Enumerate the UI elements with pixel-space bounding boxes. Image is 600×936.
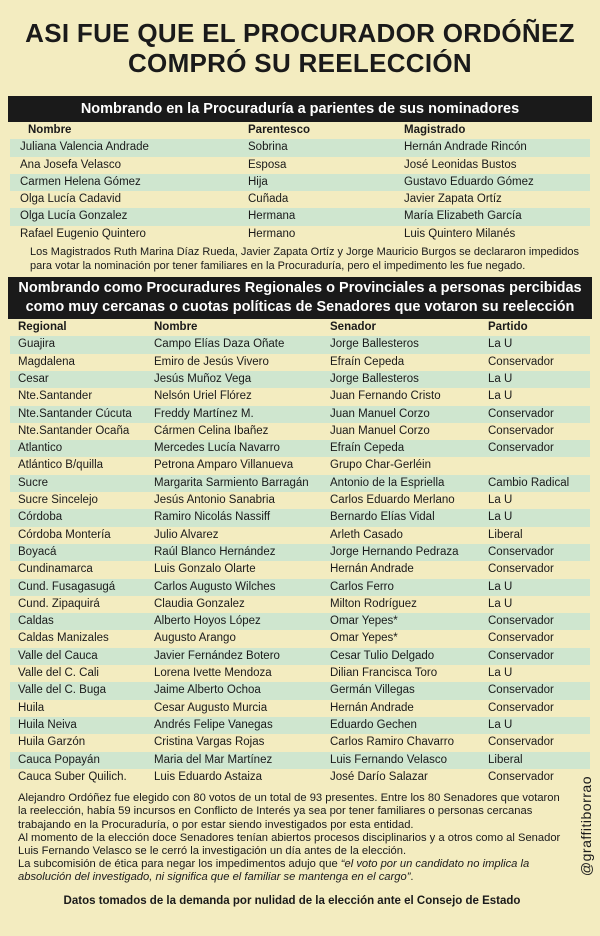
procurators-table-row bbox=[10, 579, 590, 596]
relatives-table-cell: Carmen Helena Gómez bbox=[20, 175, 141, 188]
relatives-table-header-row bbox=[10, 122, 590, 139]
footer-paragraph-3 bbox=[18, 858, 566, 884]
relatives-table-cell: Juliana Valencia Andrade bbox=[20, 141, 149, 154]
procurators-table-cell: Atlantico bbox=[18, 442, 63, 455]
procurators-table-cell: Cauca Popayán bbox=[18, 753, 100, 766]
procurators-table-cell: José Darío Salazar bbox=[330, 770, 428, 783]
procurators-table-cell: Liberal bbox=[488, 753, 523, 766]
procurators-table-cell: Julio Alvarez bbox=[154, 528, 219, 541]
procurators-table-header-row bbox=[10, 319, 590, 336]
procurators-table-cell: La U bbox=[488, 372, 513, 385]
procurators-table-cell: Petrona Amparo Villanueva bbox=[154, 459, 294, 472]
procurators-table-cell: Guajira bbox=[18, 338, 56, 351]
procurators-table-cell: Carlos Eduardo Merlano bbox=[330, 494, 455, 507]
procurators-table-row bbox=[10, 613, 590, 630]
impediment-note: Los Magistrados Ruth Marina Díaz Rueda, Javier Zapata Ortíz y Jorge Mauricio Burgos se declararon impedidos para votar la nominación por tener familiares en la Procuraduría, pero el impedimento les fue negado. bbox=[30, 246, 580, 273]
procurators-table-cell: Valle del C. Cali bbox=[18, 667, 99, 680]
relatives-table-row bbox=[10, 226, 590, 243]
relatives-table-cell: Olga Lucía Cadavid bbox=[20, 193, 122, 206]
procurators-table-row bbox=[10, 561, 590, 578]
procurators-table-cell: Grupo Char-Gerléin bbox=[330, 459, 431, 472]
procurators-table-row bbox=[10, 423, 590, 440]
procurators-table-cell: Caldas Manizales bbox=[18, 632, 109, 645]
procurators-table-row bbox=[10, 354, 590, 371]
source-note: Datos tomados de la demanda por nulidad de la elección ante el Consejo de Estado bbox=[63, 894, 521, 907]
procurators-table-cell: Conservador bbox=[488, 407, 554, 420]
procurators-table-cell: Cund. Fusagasugá bbox=[18, 580, 116, 593]
procurators-table-header-cell: Regional bbox=[18, 321, 67, 334]
procurators-table-cell: Valle del Cauca bbox=[18, 649, 98, 662]
procurators-table-cell: Nte.Santander Ocaña bbox=[18, 424, 130, 437]
procurators-table-cell: Mercedes Lucía Navarro bbox=[154, 442, 280, 455]
procurators-table-row bbox=[10, 700, 590, 717]
procurators-table-cell: Conservador bbox=[488, 736, 554, 749]
relatives-table-row bbox=[10, 208, 590, 225]
footer-text bbox=[18, 792, 566, 908]
relatives-table-cell: María Elizabeth García bbox=[404, 210, 522, 223]
relatives-table-cell: Hermano bbox=[248, 227, 296, 240]
procurators-table-cell: Liberal bbox=[488, 528, 523, 541]
procurators-table-cell: Luis Fernando Velasco bbox=[330, 753, 447, 766]
relatives-table-cell: Olga Lucía Gonzalez bbox=[20, 210, 128, 223]
procurators-table-cell: Raúl Blanco Hernández bbox=[154, 545, 276, 558]
procurators-table-cell: Jorge Ballesteros bbox=[330, 338, 419, 351]
procurators-table-row bbox=[10, 336, 590, 353]
procurators-table-cell: Margarita Sarmiento Barragán bbox=[154, 476, 309, 489]
procurators-table-cell: Huila Neiva bbox=[18, 718, 77, 731]
footer-paragraph-1: Alejandro Ordóñez fue elegido con 80 votos de un total de 93 presentes. Entre los 80 Senadores que votaron la reelección, había 59 incursos en Conflicto de Interés ya sea por tener familiares o personas cercanas trabajando en la Procuraduría, o por estar siendo investigados por esta entidad. bbox=[18, 792, 560, 831]
procurators-table-cell: Conservador bbox=[488, 770, 554, 783]
procurators-table-cell: Juan Manuel Corzo bbox=[330, 424, 430, 437]
footer-quote: “el voto por un candidato no implica la absolución del investigado, ni significa que el familiar se mantenga en el cargo” bbox=[18, 858, 530, 884]
procurators-table-row bbox=[10, 492, 590, 509]
procurators-table-cell: Antonio de la Espriella bbox=[330, 476, 445, 489]
relatives-table-cell: Rafael Eugenio Quintero bbox=[20, 227, 146, 240]
relatives-table-row bbox=[10, 157, 590, 174]
procurators-table-row bbox=[10, 371, 590, 388]
relatives-table-cell: Luis Quintero Milanés bbox=[404, 227, 516, 240]
procurators-table-cell: Hernán Andrade bbox=[330, 563, 414, 576]
procurators-table-cell: Omar Yepes* bbox=[330, 615, 398, 628]
footer-p3-start: La subcomisión de ética para negar los impedimentos adujo que bbox=[18, 858, 341, 871]
title-line-1: ASI FUE QUE EL PROCURADOR ORDÓÑEZ bbox=[25, 18, 575, 48]
procurators-table-cell: Bernardo Elías Vidal bbox=[330, 511, 435, 524]
procurators-table-cell: Freddy Martínez M. bbox=[154, 407, 254, 420]
page-title bbox=[0, 0, 600, 96]
procurators-table-cell: Carlos Augusto Wilches bbox=[154, 580, 276, 593]
procurators-table-cell: Cundinamarca bbox=[18, 563, 93, 576]
procurators-table-cell: Emiro de Jesús Vivero bbox=[154, 355, 269, 368]
procurators-table-cell: Luis Gonzalo Olarte bbox=[154, 563, 256, 576]
procurators-table-cell: Atlántico B/quilla bbox=[18, 459, 104, 472]
procurators-table-row bbox=[10, 475, 590, 492]
procurators-table-cell: Jesús Antonio Sanabria bbox=[154, 494, 275, 507]
relatives-table-cell: Javier Zapata Ortíz bbox=[404, 193, 502, 206]
relatives-table-cell: Hija bbox=[248, 175, 268, 188]
relatives-table-row bbox=[10, 191, 590, 208]
procurators-table-cell: La U bbox=[488, 511, 513, 524]
procurators-table-cell: Cristina Vargas Rojas bbox=[154, 736, 265, 749]
relatives-table bbox=[10, 122, 590, 243]
procurators-table-header-cell: Nombre bbox=[154, 321, 198, 334]
section2-heading-line-2: como muy cercanas o cuotas políticas de Senadores que votaron su reelección bbox=[25, 299, 575, 316]
procurators-table-cell: Caldas bbox=[18, 615, 54, 628]
relatives-table-header-cell: Parentesco bbox=[248, 124, 311, 136]
procurators-table-cell: Claudia Gonzalez bbox=[154, 597, 245, 610]
procurators-table-cell: Nte.Santander Cúcuta bbox=[18, 407, 132, 420]
procurators-table-cell: Juan Fernando Cristo bbox=[330, 390, 441, 403]
relatives-table-cell: Cuñada bbox=[248, 193, 289, 206]
procurators-table-cell: Jesús Muñoz Vega bbox=[154, 372, 252, 385]
procurators-table-cell: Cauca Suber Quilich. bbox=[18, 770, 127, 783]
procurators-table-row bbox=[10, 406, 590, 423]
procurators-table-cell: Eduardo Gechen bbox=[330, 718, 417, 731]
procurators-table-cell: Efraín Cepeda bbox=[330, 355, 405, 368]
procurators-table-cell: Conservador bbox=[488, 701, 554, 714]
procurators-table-row bbox=[10, 509, 590, 526]
procurators-table-cell: Conservador bbox=[488, 563, 554, 576]
procurators-table-row bbox=[10, 769, 590, 786]
footer-p3-end: . bbox=[410, 871, 414, 884]
relatives-table-cell: Gustavo Eduardo Gómez bbox=[404, 175, 534, 188]
relatives-table-cell: Sobrina bbox=[248, 141, 288, 154]
procurators-table-cell: Nelsón Uriel Flórez bbox=[154, 390, 252, 403]
procurators-table-header-cell: Senador bbox=[330, 321, 377, 334]
procurators-table-row bbox=[10, 682, 590, 699]
relatives-table-cell: Hermana bbox=[248, 210, 296, 223]
relatives-table-cell: Esposa bbox=[248, 158, 287, 171]
procurators-table-cell: Arleth Casado bbox=[330, 528, 403, 541]
section2-heading-line-1: Nombrando como Procuradures Regionales o Provinciales a personas percibidas bbox=[18, 280, 582, 297]
procurators-table-cell: Hernán Andrade bbox=[330, 701, 414, 714]
procurators-table-row bbox=[10, 734, 590, 751]
procurators-table-cell: Conservador bbox=[488, 649, 554, 662]
procurators-table-cell: La U bbox=[488, 667, 513, 680]
procurators-table-cell bbox=[488, 457, 590, 474]
procurators-table-cell: Milton Rodríguez bbox=[330, 597, 417, 610]
procurators-table-row bbox=[10, 630, 590, 647]
procurators-table-cell: Ramiro Nicolás Nassiff bbox=[154, 511, 271, 524]
author-handle: @graffitiborrao bbox=[578, 775, 594, 876]
procurators-table-cell: Jorge Ballesteros bbox=[330, 372, 419, 385]
title-line-2: COMPRÓ SU REELECCIÓN bbox=[127, 48, 473, 78]
procurators-table-cell: Nte.Santander bbox=[18, 390, 93, 403]
procurators-table-cell: Javier Fernández Botero bbox=[154, 649, 280, 662]
procurators-table-cell: Conservador bbox=[488, 615, 554, 628]
procurators-table-row bbox=[10, 527, 590, 544]
procurators-table-cell: Cesar Augusto Murcia bbox=[154, 701, 268, 714]
procurators-table-cell: Huila Garzón bbox=[18, 736, 86, 749]
procurators-table-cell: Dilian Francisca Toro bbox=[330, 667, 438, 680]
procurators-table-cell: La U bbox=[488, 494, 513, 507]
procurators-table-row bbox=[10, 544, 590, 561]
procurators-table-row bbox=[10, 665, 590, 682]
procurators-table-cell: Cambio Radical bbox=[488, 476, 570, 489]
procurators-table-cell: Huila bbox=[18, 701, 45, 714]
procurators-table-cell: Sucre bbox=[18, 476, 49, 489]
procurators-table-cell: Andrés Felipe Vanegas bbox=[154, 718, 273, 731]
procurators-table-cell: Córdoba Montería bbox=[18, 528, 111, 541]
procurators-table-cell: Juan Manuel Corzo bbox=[330, 407, 430, 420]
procurators-table-cell: Carlos Ramiro Chavarro bbox=[330, 736, 454, 749]
procurators-table-cell: Conservador bbox=[488, 632, 554, 645]
procurators-table-row bbox=[10, 648, 590, 665]
procurators-table-header-cell: Partido bbox=[488, 321, 528, 334]
procurators-table-cell: Córdoba bbox=[18, 511, 63, 524]
procurators-table-cell: Campo Elías Daza Oñate bbox=[154, 338, 285, 351]
procurators-table-cell: Augusto Arango bbox=[154, 632, 236, 645]
procurators-table-cell: Efraín Cepeda bbox=[330, 442, 405, 455]
procurators-table-cell: La U bbox=[488, 338, 513, 351]
procurators-table-cell: Cármen Celina Ibañez bbox=[154, 424, 269, 437]
procurators-table-cell: La U bbox=[488, 718, 513, 731]
procurators-table-cell: Sucre Sincelejo bbox=[18, 494, 98, 507]
procurators-table-cell: Luis Eduardo Astaiza bbox=[154, 770, 263, 783]
footer-paragraph-2: Al momento de la elección doce Senadores tenían abiertos procesos disciplinarios y a otros como al Senador Luis Fernando Velasco se le cerró la investigación un día antes de la elección. bbox=[18, 831, 561, 857]
relatives-table-row bbox=[10, 174, 590, 191]
procurators-table-cell: Conservador bbox=[488, 424, 554, 437]
procurators-table-cell: Carlos Ferro bbox=[330, 580, 394, 593]
procurators-table-cell: Germán Villegas bbox=[330, 684, 415, 697]
procurators-table-cell: Omar Yepes* bbox=[330, 632, 398, 645]
procurators-table-cell: La U bbox=[488, 580, 513, 593]
procurators-table-cell: Lorena Ivette Mendoza bbox=[154, 667, 272, 680]
procurators-table-cell: Boyacá bbox=[18, 545, 57, 558]
section2-heading bbox=[8, 277, 592, 319]
procurators-table-cell: Jorge Hernando Pedraza bbox=[330, 545, 459, 558]
procurators-table-row bbox=[10, 752, 590, 769]
section1-heading: Nombrando en la Procuraduría a parientes de sus nominadores bbox=[8, 96, 592, 122]
procurators-table-cell: Magdalena bbox=[18, 355, 75, 368]
relatives-table-header-cell: Nombre bbox=[28, 124, 72, 136]
procurators-table-cell: La U bbox=[488, 597, 513, 610]
procurators-table-cell: Conservador bbox=[488, 545, 554, 558]
relatives-table-header-cell: Magistrado bbox=[404, 124, 466, 136]
procurators-table-cell: Maria del Mar Martínez bbox=[154, 753, 273, 766]
relatives-table-row bbox=[10, 139, 590, 156]
procurators-table-cell: Conservador bbox=[488, 684, 554, 697]
procurators-table-cell: Cesar bbox=[18, 372, 49, 385]
procurators-table-row bbox=[10, 596, 590, 613]
procurators-table-cell: Jaime Alberto Ochoa bbox=[154, 684, 261, 697]
procurators-table-cell: La U bbox=[488, 390, 513, 403]
procurators-table-row bbox=[10, 440, 590, 457]
procurators-table-cell: Valle del C. Buga bbox=[18, 684, 107, 697]
procurators-table-row bbox=[10, 717, 590, 734]
relatives-table-cell: Ana Josefa Velasco bbox=[20, 158, 122, 171]
procurators-table-cell: Cund. Zipaquirá bbox=[18, 597, 100, 610]
procurators-table bbox=[10, 319, 590, 786]
procurators-table-row bbox=[10, 457, 590, 474]
procurators-table-cell: Cesar Tulio Delgado bbox=[330, 649, 435, 662]
relatives-table-cell: José Leonidas Bustos bbox=[404, 158, 517, 171]
procurators-table-cell: Conservador bbox=[488, 442, 554, 455]
relatives-table-cell: Hernán Andrade Rincón bbox=[404, 141, 527, 154]
procurators-table-cell: Conservador bbox=[488, 355, 554, 368]
procurators-table-cell: Alberto Hoyos López bbox=[154, 615, 261, 628]
procurators-table-row bbox=[10, 388, 590, 405]
